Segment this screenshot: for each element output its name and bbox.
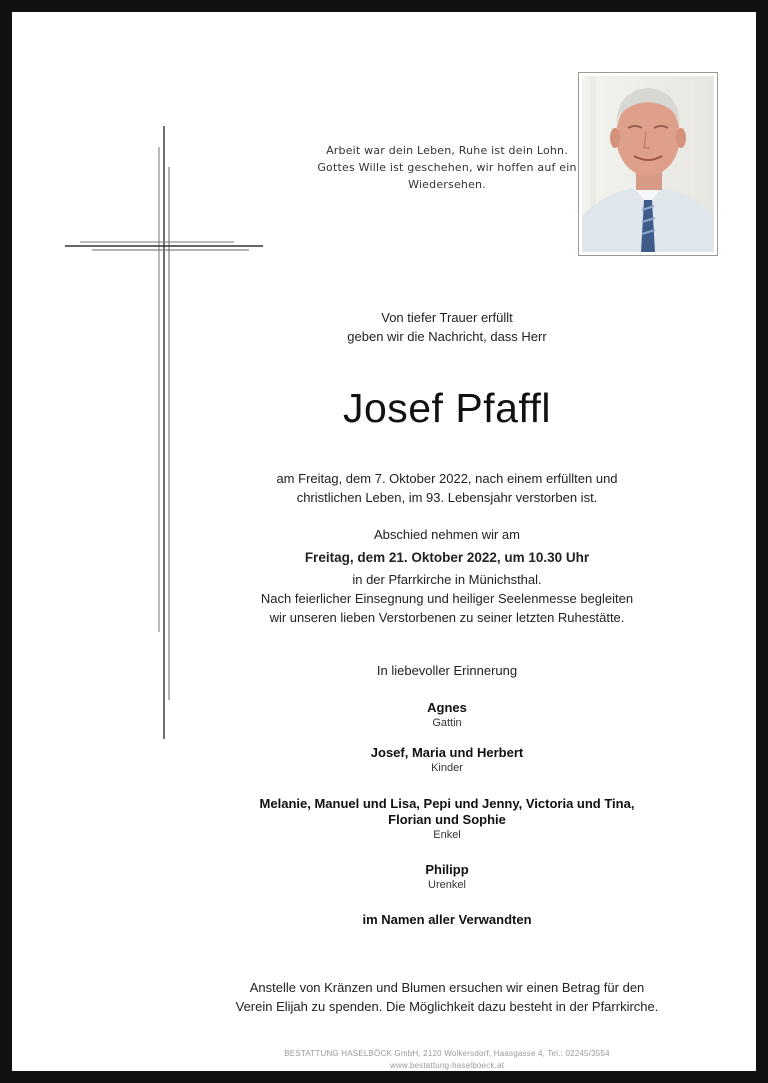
family-names: Florian und Sophie [388, 812, 506, 827]
family-names: Philipp [425, 862, 469, 877]
family-great-grandchildren [192, 862, 702, 893]
footer-website: www.bestattung-haselboeck.at [389, 1061, 505, 1070]
death-line: am Freitag, dem 7. Oktober 2022, nach einem erfüllten und [276, 471, 618, 486]
motto-line: Wiedersehen. [408, 178, 486, 191]
intro-text [212, 308, 682, 346]
family-names: Melanie, Manuel und Lisa, Pepi und Jenny, Victoria und Tina, [259, 796, 635, 811]
family-names: Josef, Maria und Herbert [370, 745, 524, 760]
motto-line: Arbeit war dein Leben, Ruhe ist dein Lohn. [326, 144, 568, 157]
family-relation: Kinder [431, 762, 463, 774]
portrait-photo [578, 72, 718, 256]
family-names: Agnes [427, 700, 467, 715]
intro-line: Von tiefer Trauer erfüllt [381, 310, 513, 325]
farewell-heading: Abschied nehmen wir am [374, 527, 520, 542]
donation-line: Anstelle von Kränzen und Blumen ersuchen wir einen Betrag für den [249, 980, 645, 995]
ceremony-date: Freitag, dem 21. Oktober 2022, um 10.30 Uhr [304, 550, 590, 565]
relatives-line: im Namen aller Verwandten [362, 912, 532, 927]
ceremony-line: wir unseren lieben Verstorbenen zu seiner letzten Ruhestätte. [269, 610, 625, 625]
motto-line: Gottes Wille ist geschehen, wir hoffen auf ein [317, 161, 577, 174]
donation-note [192, 978, 702, 1016]
family-children [192, 745, 702, 776]
donation-line: Verein Elijah zu spenden. Die Möglichkeit dazu besteht in der Pfarrkirche. [235, 999, 659, 1014]
motto-quote [282, 142, 612, 193]
death-line: christlichen Leben, im 93. Lebensjahr verstorben ist. [296, 490, 598, 505]
family-spouse [192, 700, 702, 731]
deceased-name: Josef Pfaffl [342, 385, 552, 431]
family-relation: Enkel [433, 829, 461, 841]
ceremony-details [192, 570, 702, 627]
footer-address: BESTATTUNG HASELBÖCK GmbH, 2120 Wolkersdorf, Haasgasse 4, Tel.: 02245/3554 [284, 1049, 610, 1058]
family-relation: Urenkel [428, 879, 466, 891]
family-grandchildren [192, 796, 702, 843]
death-notice [192, 469, 702, 507]
memory-heading: In liebevoller Erinnerung [376, 663, 518, 678]
funeral-home-footer [192, 1048, 702, 1072]
family-relation: Gattin [432, 717, 462, 729]
portrait-image [582, 76, 714, 252]
ceremony-line: in der Pfarrkirche in Münichsthal. [352, 572, 542, 587]
intro-line: geben wir die Nachricht, dass Herr [347, 329, 547, 344]
ceremony-line: Nach feierlicher Einsegnung und heiliger Seelenmesse begleiten [260, 591, 634, 606]
